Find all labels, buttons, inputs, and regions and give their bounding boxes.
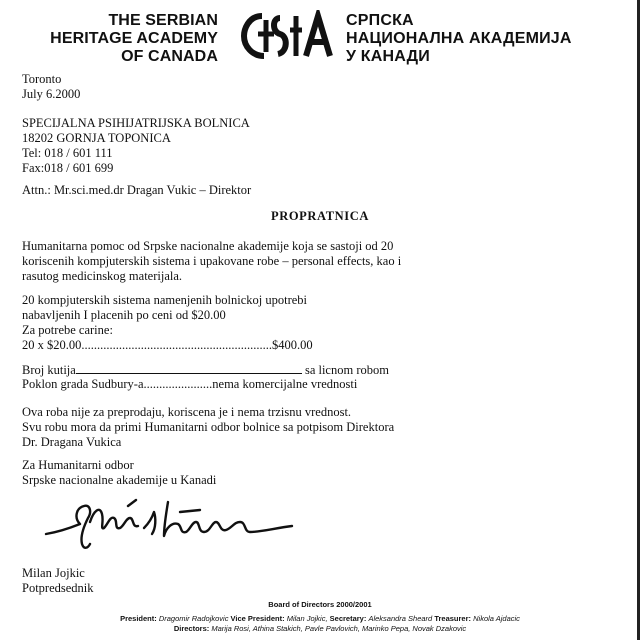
closing-line: Za Humanitarni odbor xyxy=(22,458,134,472)
directors-label: Directors: xyxy=(173,624,210,633)
recipient-name: SPECIJALNA PSIHIJATRIJSKA BOLNICA xyxy=(22,116,250,130)
secretary-label: Secretary: xyxy=(329,614,367,623)
letter-city: Toronto xyxy=(22,72,62,86)
paragraph-computers xyxy=(22,293,622,353)
academy-logo xyxy=(240,10,334,62)
paragraph-line: Dr. Dragana Vukica xyxy=(22,435,122,449)
closing-line: Srpske nacionalne akademije u Kanadi xyxy=(22,473,217,487)
calc-left: 20 x $20.00 xyxy=(22,338,82,352)
vp-name: Milan Jojkic, xyxy=(286,614,328,623)
paragraph-line: Ova roba nije za preprodaju, koriscena je i nema trzisnu vrednost. xyxy=(22,405,352,419)
paragraph-line: nabavljenih I placenih po ceni od $20.00 xyxy=(22,308,226,322)
footer-officers xyxy=(0,614,640,624)
calc-total: $400.00 xyxy=(272,338,313,352)
attn-text: Attn.: Mr.sci.med.dr Dragan Vukic – Direktor xyxy=(22,183,252,197)
handwritten-signature xyxy=(40,488,360,552)
letterhead-cyrillic-line: У КАНАДИ xyxy=(346,48,430,65)
paragraph-line: koriscenih kompjuterskih sistema i upakovane robe – personal effects, kao i xyxy=(22,254,402,268)
directors-names: Marija Rosi, Athina Stakich, Pavle Pavlovich, Marinko Pepa, Novak Dzakovic xyxy=(211,624,467,633)
boxes-line xyxy=(22,362,622,377)
letterhead-cyrillic-line: СРПСКА xyxy=(346,12,414,29)
customs-calculation xyxy=(22,338,622,353)
recipient-fax: Fax:018 / 601 699 xyxy=(22,161,114,175)
attn-line xyxy=(22,183,622,198)
document-title: PROPRATNICA xyxy=(270,209,370,223)
letterhead-english-line: THE SERBIAN xyxy=(108,12,218,29)
recipient-block xyxy=(22,116,622,176)
president-name: Dragomir Radojkovic xyxy=(158,614,229,623)
letterhead-cyrillic xyxy=(346,12,636,66)
footer-directors xyxy=(0,624,640,634)
closing-block xyxy=(22,458,622,488)
treasurer-name: Nikola Ajdacic xyxy=(473,614,520,623)
gift-line xyxy=(22,377,622,392)
letterhead-english xyxy=(40,12,218,66)
paragraph-line: 20 kompjuterskih sistema namenjenih bolnickoj upotrebi xyxy=(22,293,308,307)
board-label: Board of Directors 2000/2001 xyxy=(268,600,372,609)
calc-dots: ............................................................. xyxy=(81,338,272,352)
paragraph-line: Svu robu mora da primi Humanitarni odbor bolnice sa potpisom Direktora xyxy=(22,420,395,434)
treasurer-label: Treasurer: xyxy=(434,614,472,623)
letterhead-english-line: OF CANADA xyxy=(121,48,218,65)
paragraph-donation xyxy=(22,239,622,284)
letterhead-cyrillic-line: НАЦИОНАЛНА АКАДЕМИЈА xyxy=(346,30,572,47)
president-label: President: xyxy=(120,614,157,623)
paragraph-conditions xyxy=(22,405,622,450)
gift-dots: ...................... xyxy=(143,377,213,391)
recipient-address: 18202 GORNJA TOPONICA xyxy=(22,131,171,145)
boxes-gift-block xyxy=(22,362,622,392)
boxes-label: Broj kutija xyxy=(22,363,76,377)
recipient-tel: Tel: 018 / 601 111 xyxy=(22,146,113,160)
boxes-suffix: sa licnom robom xyxy=(304,363,389,377)
letterhead-english-line: HERITAGE ACADEMY xyxy=(50,30,218,47)
footer-board-title xyxy=(0,600,640,610)
signer-name: Milan Jojkic xyxy=(22,566,85,580)
secretary-name: Aleksandra Sheard xyxy=(368,614,433,623)
signer-block xyxy=(22,566,622,596)
letter-place-date xyxy=(22,72,622,102)
boxes-blank xyxy=(76,362,302,374)
paragraph-line: Za potrebe carine: xyxy=(22,323,113,337)
vp-label: Vice President: xyxy=(230,614,285,623)
paragraph-line: Humanitarna pomoc od Srpske nacionalne akademije koja se sastoji od 20 xyxy=(22,239,394,253)
gift-label: Poklon grada Sudbury-a xyxy=(22,377,144,391)
paragraph-line: rasutog medicinskog materijala. xyxy=(22,269,183,283)
letter-date: July 6.2000 xyxy=(22,87,81,101)
signer-title: Potpredsednik xyxy=(22,581,94,595)
gift-suffix: nema komercijalne vrednosti xyxy=(212,377,358,391)
